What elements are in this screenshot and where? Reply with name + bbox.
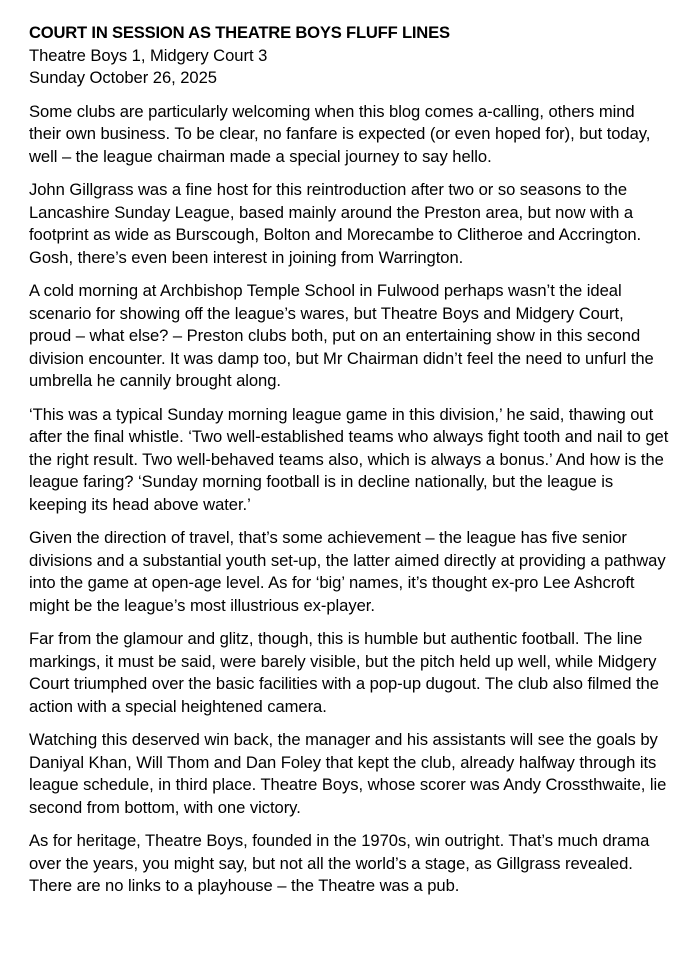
article [29,22,669,898]
article-headline: COURT IN SESSION AS THEATRE BOYS FLUFF LINES [29,23,450,42]
date-line: Sunday October 26, 2025 [29,68,217,87]
article-paragraph: Some clubs are particularly welcoming when this blog comes a-calling, others mind their own business. To be clear, no fanfare is expected (or even hoped for), but today, well – the league chairman made a special journey to say hello. [29,101,651,166]
article-paragraph: Far from the glamour and glitz, though, this is humble but authentic football. The line markings, it must be said, were barely visible, but the pitch held up well, while Midgery Court triumphed over the basic facilities with a pop-up dugout. The club also filmed the action with a special heightened camera. [29,629,659,716]
article-paragraph: Given the direction of travel, that’s some achievement – the league has five senior divisions and a substantial youth set-up, the latter aimed directly at providing a pathway into the game at open-age level. As for ‘big’ names, it’s thought ex-pro Lee Ashcroft might be the league’s most illustrious ex-player. [29,528,666,615]
article-paragraph: As for heritage, Theatre Boys, founded in the 1970s, win outright. That’s much drama over the years, you might say, but not all the world’s a stage, as Gillgrass revealed. There are no links to a playhouse – the Theatre was a pub. [29,831,650,895]
score-line: Theatre Boys 1, Midgery Court 3 [29,45,268,65]
article-paragraph: ‘This was a typical Sunday morning league game in this division,’ he said, thawing out after the final whistle. ‘Two well-established teams who always fight tooth and nail to get the right result. Two well-behaved teams also, which is always a bonus.’ And how is the league faring? ‘Sunday morning football is in decline nationally, but the league is keeping its head above water.’ [29,404,669,514]
article-paragraph: Watching this deserved win back, the manager and his assistants will see the goals by Daniyal Khan, Will Thom and Dan Foley that kept the club, already halfway through its league schedule, in third place. Theatre Boys, whose scorer was Andy Crossthwaite, lie second from bottom, with one victory. [29,730,667,817]
article-paragraph: John Gillgrass was a fine host for this reintroduction after two or so seasons to the Lancashire Sunday League, based mainly around the Preston area, but now with a footprint as wide as Burscough, Bolton and Morecambe to Clitheroe and Accrington. Gosh, there’s even been interest in joining from Warrington. [29,180,642,267]
article-paragraph: A cold morning at Archbishop Temple School in Fulwood perhaps wasn’t the ideal scenario for showing off the league’s wares, but Theatre Boys and Midgery Court, proud – what else? – Preston clubs both, put on an entertaining show in this second division encounter. It was damp too, but Mr Chairman didn’t feel the need to unfurl the umbrella he cannily brought along. [29,281,654,390]
